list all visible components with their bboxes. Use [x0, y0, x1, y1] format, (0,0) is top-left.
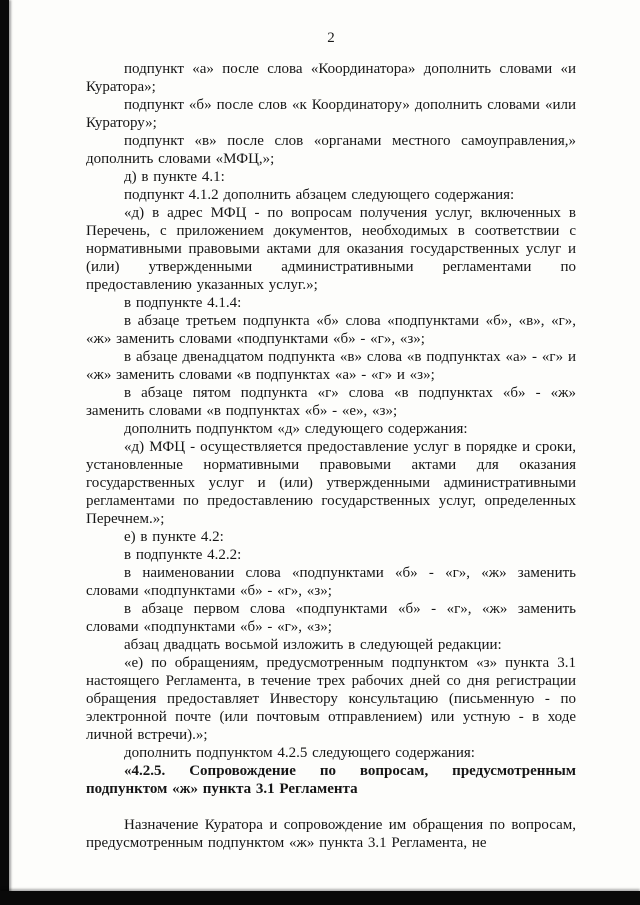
paragraph: в подпункте 4.2.2: [124, 547, 242, 563]
paragraph: в абзаце третьем подпункта «б» слова «подпунктами «б», «в», «г», «ж» заменить словами «подпунктами «б» - «г», «з»; [86, 313, 576, 347]
paragraph: подпункт «в» после слов «органами местного самоуправления,» дополнить словами «МФЦ,»; [86, 133, 576, 167]
paragraph: «д) в адрес МФЦ - по вопросам получения услуг, включенных в Перечень, с приложением документов, необходимых в соответствии с нормативными правовыми актами для оказания государственных услуг и (или) утвержденными административными регламентами по предоставлению указанных услуг.»; [86, 205, 576, 293]
section-heading-4-2-5: «4.2.5. Сопровождение по вопросам, предусмотренным подпунктом «ж» пункта 3.1 Регламента [86, 763, 576, 797]
paragraph: «д) МФЦ - осуществляется предоставление услуг в порядке и сроки, установленные нормативными правовыми актами для оказания государственных услуг и (или) утвержденными административными регламентами по предоставлению государственных услуг, определенных Перечнем.»; [86, 439, 576, 527]
paragraph: подпункт «б» после слов «к Координатору» дополнить словами «или Куратору»; [86, 97, 576, 131]
document-body [86, 60, 576, 852]
paragraph: подпункт 4.1.2 дополнить абзацем следующего содержания: [124, 187, 515, 203]
paragraph: подпункт «а» после слова «Координатора» дополнить словами «и Куратора»; [86, 61, 576, 95]
scan-artifact-bottom-edge [0, 891, 640, 905]
paragraph: «е) по обращениям, предусмотренным подпунктом «з» пункта 3.1 настоящего Регламента, в течение трех рабочих дней со дня регистрации обращения предоставляет Инвестору консультацию (письменную - по электронной почте (или почтовым отправлением) или устную - в ходе личной встречи).»; [86, 655, 576, 743]
paragraph: в наименовании слова «подпунктами «б» - «г», «ж» заменить словами «подпунктами «б» - «г», «з»; [86, 565, 576, 599]
paragraph: дополнить подпунктом «д» следующего содержания: [124, 421, 468, 437]
paragraph: в абзаце двенадцатом подпункта «в» слова «в подпунктах «а» - «г» и «ж» заменить словами «в подпунктах «а» - «г» и «з»; [86, 349, 576, 383]
paragraph: в абзаце пятом подпункта «г» слова «в подпунктах «б» - «ж» заменить словами «в подпунктах «б» - «е», «з»; [86, 385, 576, 419]
paragraph: абзац двадцать восьмой изложить в следующей редакции: [124, 637, 502, 653]
page-number: 2 [327, 30, 335, 46]
paragraph: Назначение Куратора и сопровождение им обращения по вопросам, предусмотренным подпунктом «ж» пункта 3.1 Регламента, не [86, 817, 576, 851]
paragraph: д) в пункте 4.1: [124, 169, 225, 185]
paragraph: в абзаце первом слова «подпунктами «б» - «г», «ж» заменить словами «подпунктами «б» - «г», «з»; [86, 601, 576, 635]
paragraph: в подпункте 4.1.4: [124, 295, 242, 311]
scan-artifact-left-edge [0, 0, 9, 905]
paragraph: е) в пункте 4.2: [124, 529, 224, 545]
paragraph: дополнить подпунктом 4.2.5 следующего содержания: [124, 745, 475, 761]
